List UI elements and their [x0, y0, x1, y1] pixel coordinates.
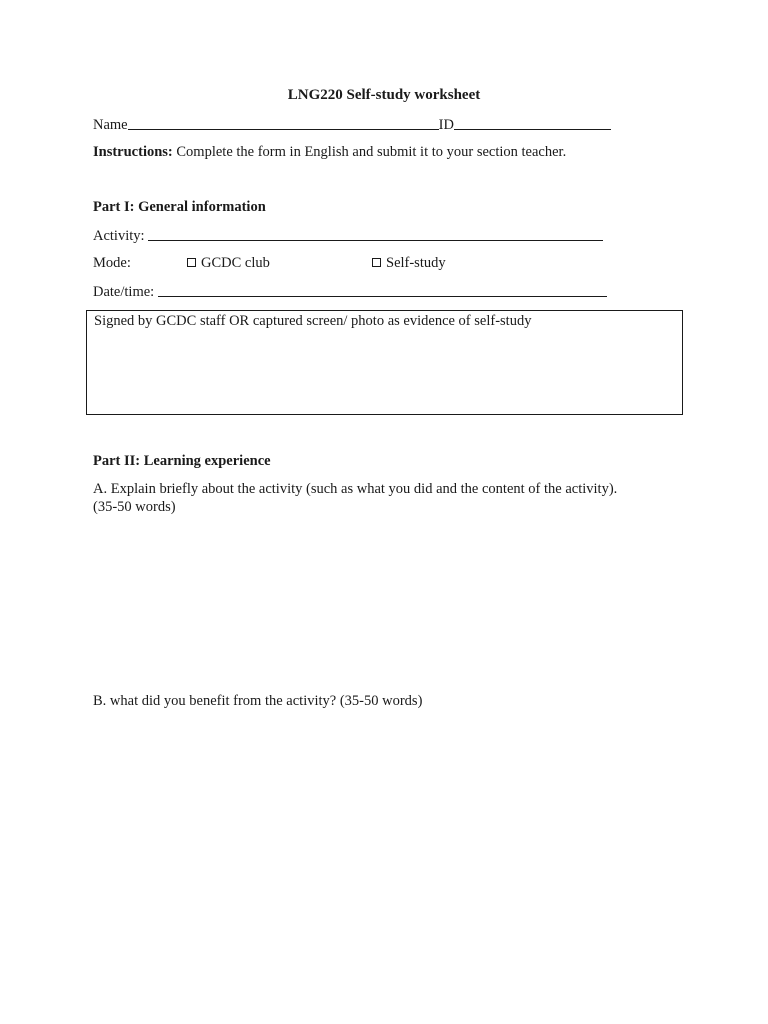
part1-heading: Part I: General information: [93, 199, 266, 215]
mode-label: Mode:: [93, 255, 131, 271]
mode-option-self-study[interactable]: [372, 255, 446, 272]
activity-field[interactable]: [148, 227, 603, 241]
gcdc-checkbox[interactable]: [187, 258, 196, 267]
datetime-field[interactable]: [158, 283, 607, 297]
self-study-label: Self-study: [386, 255, 446, 271]
id-field[interactable]: [454, 116, 611, 130]
part2-heading: Part II: Learning experience: [93, 453, 271, 469]
evidence-box[interactable]: [86, 310, 683, 415]
id-label: ID: [438, 117, 454, 133]
question-a-line1: A. Explain briefly about the activity (such as what you did and the content of the activity).: [93, 481, 618, 497]
evidence-text: Signed by GCDC staff OR captured screen/ photo as evidence of self-study: [94, 313, 532, 329]
mode-option-gcdc[interactable]: [187, 255, 270, 272]
worksheet-title: LNG220 Self-study worksheet: [287, 87, 481, 103]
question-b: B. what did you benefit from the activity? (35-50 words): [93, 693, 423, 709]
name-label: Name: [93, 117, 128, 133]
gcdc-label: GCDC club: [201, 255, 270, 271]
name-field[interactable]: [128, 116, 439, 130]
name-id-row: [93, 116, 611, 134]
instructions-text: Complete the form in English and submit it to your section teacher.: [176, 144, 567, 160]
activity-row: [93, 227, 603, 245]
question-a-line2: (35-50 words): [93, 499, 176, 515]
activity-label: Activity:: [93, 228, 145, 244]
datetime-label: Date/time:: [93, 284, 155, 300]
datetime-row: [93, 283, 607, 301]
self-study-checkbox[interactable]: [372, 258, 381, 267]
instructions-label: Instructions:: [93, 144, 173, 160]
instructions: [93, 144, 566, 161]
